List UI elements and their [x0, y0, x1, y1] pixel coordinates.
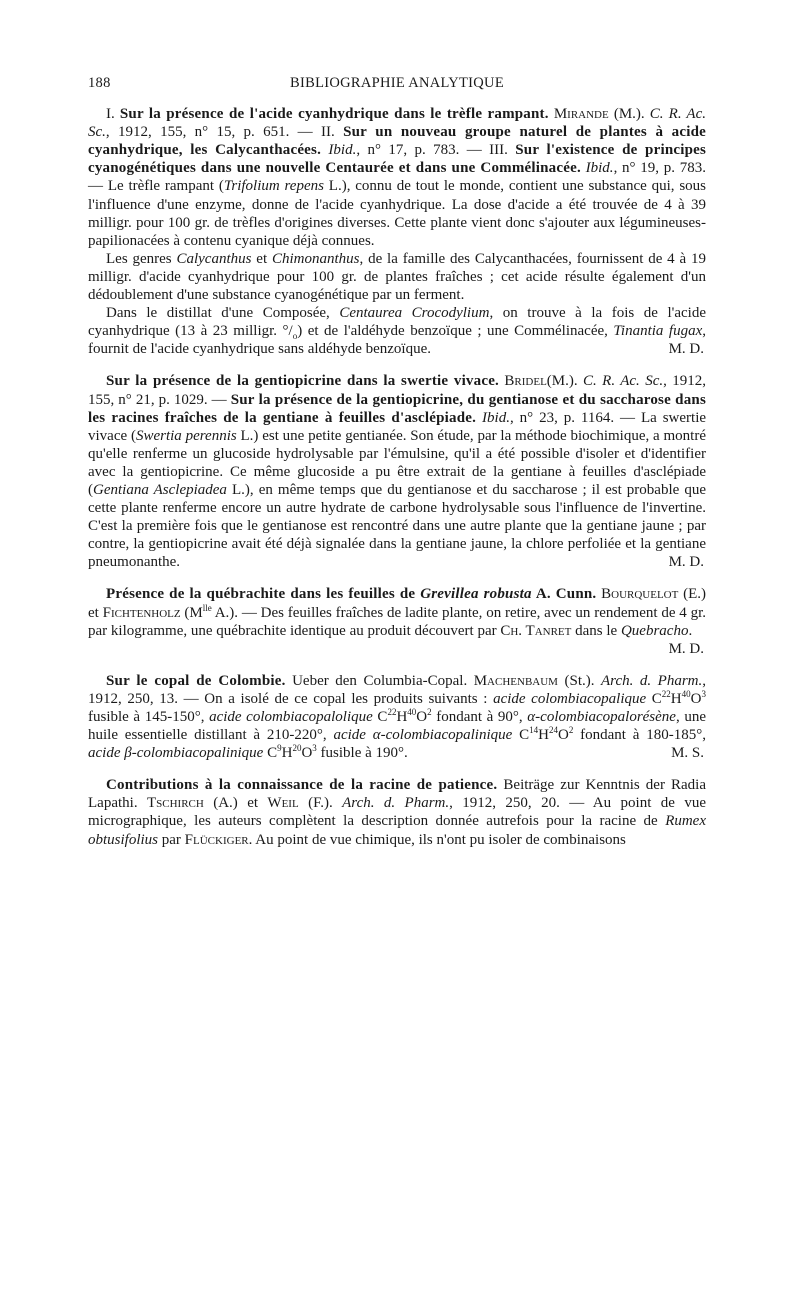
author-name: Ch. Tanret — [500, 622, 572, 639]
reviewer-signature: M. D. — [668, 554, 704, 571]
species-name: Trifolium repens — [223, 178, 324, 195]
superscript: 3 — [312, 743, 317, 754]
paragraph — [88, 304, 706, 358]
text: L.), en même temps que du gentianose et du saccharose ; il est probable que cette plante renferme encore un autre hydrate de carbone hydrolysable sous l'influence de l'invertine. C'est la première fois que le gentianose est rencontré dans une autre plante que la gentiane jaune ; par contre, la gentiopicrine avait été déjà signalée dans la gentiane jaune, la chlore perfoliée et la gentiane pneumonanthe. — [88, 481, 706, 571]
article-title: Contributions à la connaissance de la racine de patience. — [106, 777, 498, 794]
subscript: o — [292, 331, 298, 342]
text: H — [670, 690, 682, 707]
text: H — [396, 709, 408, 725]
article-bourquelot-entry — [88, 585, 706, 657]
compound-name: α-colombiacopalorésène — [527, 709, 676, 725]
text: , fournit de l'acide cyanhydrique sans aldéhyde benzoïque. — [88, 323, 706, 358]
article-title: Sur l'existence de principes cyanogénétiques dans une nouvelle Centaurée et dans une Commélinacée. — [88, 142, 707, 177]
article-title: Sur le copal de Colombie. — [106, 672, 286, 689]
superscript: 22 — [387, 707, 397, 717]
text: (F.). — [298, 795, 343, 812]
text: , 1912, 250, 20. — Au point de vue micrographique, les auteurs complètent la description donnée autrefois pour la racine de — [88, 795, 706, 830]
author-name: Bourquelot — [601, 586, 679, 603]
text: C — [646, 690, 662, 707]
compound-name: acide β-colombiacopalinique — [88, 745, 264, 762]
journal-name: Arch. d. Pharm. — [601, 672, 703, 689]
superscript: 9 — [277, 743, 282, 754]
text: . Au point de vue chimique, ils n'ont pu isoler de combinaisons — [248, 831, 626, 848]
superscript: 40 — [407, 707, 417, 717]
text: , 1912, 155, n° 15, p. 651. — II. — [105, 124, 344, 141]
article-title: Sur un nouveau groupe naturel de plantes à acide cyanhydrique, les Calycanthacées. — [88, 124, 706, 159]
text: (St.). — [557, 672, 602, 689]
species-name: Centaurea Crocodylium — [339, 305, 490, 322]
species-name: Swertia perennis — [135, 427, 237, 444]
article-title: Sur la présence de la gentiopicrine dans la swertie vivace. — [106, 373, 499, 390]
reviewer-signature: M. S. — [671, 745, 704, 762]
text: , 1912, 250, 13. — On a isolé de ce copal les produits suivants : — [88, 672, 706, 707]
text: O — [557, 727, 569, 744]
text: H — [538, 727, 549, 744]
ibid-ref: Ibid. — [328, 142, 357, 159]
text: Dans le distillat d'une Composée, — [106, 305, 340, 322]
text: L.) est une petite gentianée. Son étude, par la méthode biochimique, a montré qu'elle renferme un glucoside hydrolysable par l'émulsine, qu'il a été possible d'isoler et d'identifier avec la gentiopicrine. Ce même glucoside a pu être extrait de la gentiane à feuilles d'asclépiade ( — [88, 427, 707, 498]
article-machenbaum — [88, 672, 706, 762]
paragraph — [88, 250, 706, 304]
text: , n° 23, p. 1164. — La swertie vivace ( — [88, 409, 707, 444]
text: C — [372, 709, 388, 725]
author-name: Machenbaum — [473, 672, 558, 689]
species-name: Quebracho — [620, 622, 689, 639]
compound-name: acide colombiacopalolique — [209, 709, 373, 725]
superscript: 22 — [661, 688, 671, 699]
author-name: Flückiger — [184, 831, 249, 848]
species-name: Tinantia fugax — [613, 323, 703, 340]
superscript: 2 — [568, 725, 574, 736]
text: ) et de l'aldéhyde benzoïque ; une Commélinacée, — [297, 323, 614, 340]
superscript: 14 — [529, 725, 539, 736]
author-name: Mirande — [553, 106, 609, 123]
text: (M — [180, 604, 203, 621]
text: (M.). — [608, 106, 650, 123]
article-title: A. Cunn. — [531, 586, 597, 603]
text: O — [690, 690, 702, 707]
text: , n° 17, p. 783. — III. — [356, 142, 516, 159]
text: , n° 19, p. 783. — Le trèfle rampant ( — [88, 160, 706, 195]
author-name: Tschirch — [146, 795, 204, 812]
superscript: lle — [202, 602, 212, 613]
text: fondant à 180-185°, — [573, 727, 706, 744]
text: H — [281, 745, 293, 762]
article-mirande-entry — [88, 105, 706, 250]
article-mirande — [88, 105, 706, 358]
text: O — [301, 745, 313, 762]
genus-name: Chimonanthus — [271, 250, 360, 267]
text: , 1912, 155, n° 21, p. 1029. — — [88, 373, 707, 408]
reviewer-signature: M. D. — [668, 640, 704, 657]
text: et — [251, 250, 272, 267]
compound-name: acide colombiacopalique — [493, 690, 647, 707]
text: I. — [106, 106, 120, 123]
article-bourquelot — [88, 585, 706, 657]
genus-name: Calycanthus — [176, 250, 252, 267]
text: L.), connu de tout le monde, contient une substance qui, sous l'influence d'une enzyme, donne de l'acide cyanhydrique. La dose d'acide a été trouvée de 4 à 39 milligr. pour 100 gr. de trèfles d'origines diverses. Cette plante vient donc s'ajouter aux légumineuses-papilionacées à contenu cyanique déjà connues. — [88, 178, 706, 249]
text: , on trouve à la fois de l'acide cyanhydrique (13 à 23 milligr. °/ — [88, 305, 706, 340]
text: fondant à 90°, — [431, 709, 528, 725]
superscript: 2 — [427, 707, 432, 717]
text: . — [688, 622, 693, 639]
superscript: 40 — [681, 688, 691, 699]
species-name: Gentiana Asclepiadea — [93, 481, 227, 498]
text: O — [416, 709, 428, 725]
superscript: 24 — [548, 725, 558, 736]
species-name: Rumex obtusifolius — [88, 813, 706, 848]
superscript: 20 — [292, 743, 302, 754]
journal-page — [88, 74, 706, 863]
journal-name: C. R. Ac. Sc. — [583, 373, 664, 390]
article-machenbaum-entry — [88, 672, 706, 762]
running-title: BIBLIOGRAPHIE ANALYTIQUE — [290, 75, 504, 91]
species-name: Grevillea robusta — [420, 586, 532, 603]
author-name: Weil — [267, 795, 299, 812]
text: , de la famille des Calycanthacées, fournissent de 4 à 19 milligr. d'acide cyanhydrique pour 100 gr. de plantes fraîches ; cet acide résulte également d'un dédoublement d'une substance cyanogénétique par un ferment. — [88, 250, 707, 304]
text: C — [512, 727, 530, 744]
running-header — [88, 74, 706, 92]
author-name: Fichtenholz — [102, 604, 181, 621]
article-bridel — [88, 372, 706, 571]
article-title: Présence de la québrachite dans les feuilles de — [106, 586, 421, 603]
ibid-ref: Ibid. — [482, 409, 510, 426]
text: dans le — [571, 622, 621, 639]
article-bridel-entry — [88, 372, 706, 571]
text: , une huile essentielle distillant à 210-220°, — [88, 709, 706, 744]
article-title: Sur la présence de l'acide cyanhydrique dans le trèfle rampant. — [119, 106, 549, 123]
page-number: 188 — [88, 75, 111, 91]
text: (E.) et — [88, 586, 706, 621]
text: par — [158, 831, 185, 848]
article-title: Sur la présence de la gentiopicrine, du gentianose et du saccharose dans les racines fraîches de la gentiane à feuilles d'asclépiade. — [88, 391, 706, 426]
text: Beiträge zur Kenntnis der Radia Lapathi. — [88, 777, 707, 812]
text: C — [263, 745, 278, 762]
text: Ueber den Columbia-Copal. — [285, 672, 474, 689]
author-name: Bridel — [504, 373, 547, 390]
journal-name: C. R. Ac. Sc. — [88, 106, 707, 141]
text: fusible à 190°. — [316, 745, 408, 762]
text: fusible à 145-150°, — [88, 709, 210, 725]
article-tschirch-entry — [88, 776, 706, 848]
text: A.). — Des feuilles fraîches de ladite plante, on retire, avec un rendement de 4 gr. par kilogramme, une québrachite identique au produit découvert par — [88, 604, 706, 639]
text: Les genres — [106, 250, 177, 267]
journal-name: Arch. d. Pharm. — [342, 795, 450, 812]
text: (M.). — [546, 373, 584, 390]
superscript: 3 — [701, 688, 706, 699]
reviewer-signature: M. D. — [668, 341, 704, 358]
ibid-ref: Ibid. — [585, 160, 614, 177]
text: (A.) et — [203, 795, 268, 812]
compound-name: acide α-colombiacopalinique — [333, 727, 513, 744]
article-tschirch — [88, 776, 706, 848]
